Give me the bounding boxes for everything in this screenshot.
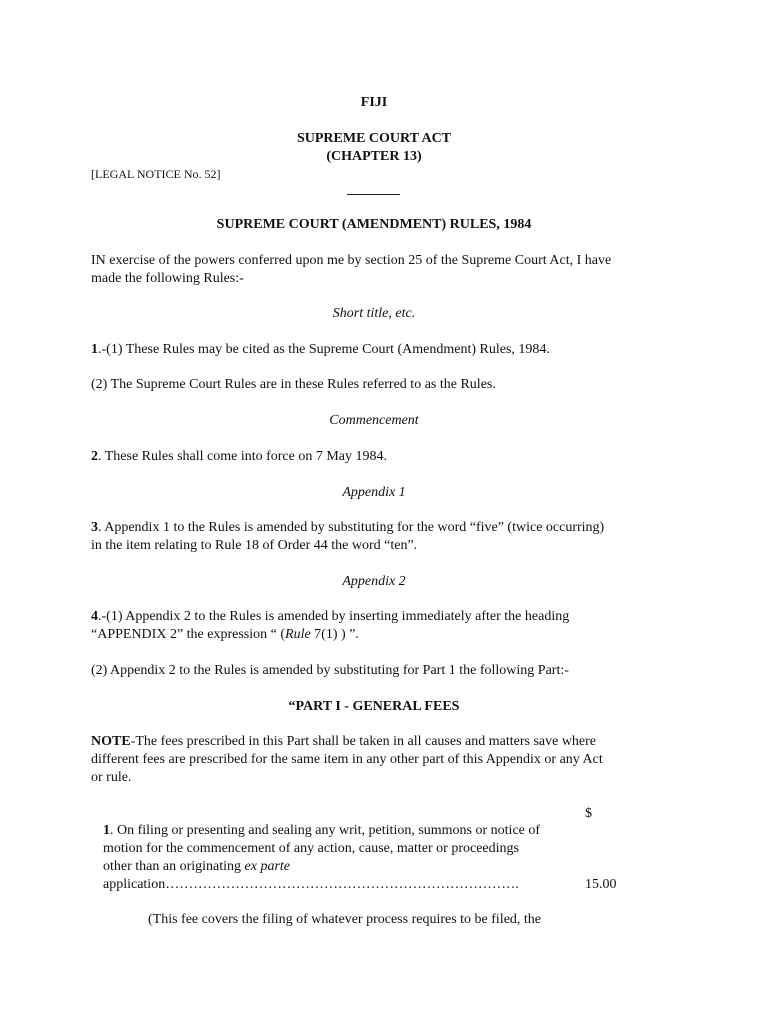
note-text-1: -The fees prescribed in this Part shall be taken in all causes and matters save where — [130, 734, 597, 749]
rule-4-line-2-b: 7(1) ) ”. — [310, 627, 359, 642]
rule-4-line-1 — [91, 608, 661, 626]
rule-3-line-2: in the item relating to Rule 18 of Order 44 the word “ten”. — [91, 538, 418, 553]
rule-1-text: .-(1) These Rules may be cited as the Supreme Court (Amendment) Rules, 1984. — [98, 342, 550, 357]
rule-2 — [91, 448, 661, 466]
rule-2-text: . These Rules shall come into force on 7 May 1984. — [98, 449, 388, 464]
preamble-line-1: IN exercise of the powers conferred upon me by section 25 of the Supreme Court Act, I have — [91, 253, 612, 268]
note-line-3: or rule. — [91, 770, 132, 785]
part-1-heading: “PART I - GENERAL FEES — [288, 699, 460, 714]
item-1-line-4: application…………………………………………………………………. — [103, 877, 519, 892]
note-line-2: different fees are prescribed for the same item in any other part of this Appendix or any Act — [91, 752, 603, 767]
appendix-1-heading: Appendix 1 — [342, 485, 406, 500]
item-1-line-1 — [103, 822, 583, 840]
item-1-line-3-a: other than an originating — [103, 859, 245, 874]
rule-4-line-2 — [91, 626, 661, 644]
item-1-ex-parte: ex parte — [244, 859, 291, 874]
separator-line — [347, 194, 400, 195]
item-1-text: . On filing or presenting and sealing any writ, petition, summons or notice of — [110, 823, 541, 838]
rule-4-2: (2) Appendix 2 to the Rules is amended by substituting for Part 1 the following Part:- — [91, 663, 569, 678]
rule-4-line-2-a: “APPENDIX 2” the expression “ ( — [91, 627, 286, 642]
rule-3-line-1 — [91, 519, 691, 537]
item-1-line-3 — [103, 858, 583, 876]
rules-title: SUPREME COURT (AMENDMENT) RULES, 1984 — [216, 217, 532, 232]
rule-1-2: (2) The Supreme Court Rules are in these Rules referred to as the Rules. — [91, 377, 496, 392]
short-title-heading: Short title, etc. — [332, 306, 416, 321]
legal-notice: [LEGAL NOTICE No. 52] — [91, 167, 221, 181]
appendix-2-heading: Appendix 2 — [342, 574, 406, 589]
rule-4-rule-word: Rule — [285, 627, 311, 642]
rule-4-number: 4 — [91, 609, 98, 624]
rule-3-text: . Appendix 1 to the Rules is amended by substituting for the word “five” (twice occurring) — [98, 520, 605, 535]
item-1-line-2: motion for the commencement of any action, cause, matter or proceedings — [103, 841, 519, 856]
note-label: NOTE — [91, 734, 131, 749]
rule-1-number: 1 — [91, 342, 98, 357]
chapter-heading: (CHAPTER 13) — [326, 149, 422, 164]
rule-2-number: 2 — [91, 449, 98, 464]
country-heading: FIJI — [360, 95, 388, 110]
item-1-number: 1 — [103, 823, 110, 838]
act-title: SUPREME COURT ACT — [296, 131, 452, 146]
preamble-line-2: made the following Rules:- — [91, 271, 244, 286]
item-1-fee: 15.00 — [585, 877, 617, 892]
rule-1 — [91, 341, 661, 359]
item-1-note: (This fee covers the filing of whatever process requires to be filed, the — [148, 912, 542, 927]
rule-3-number: 3 — [91, 520, 98, 535]
rule-4-text: .-(1) Appendix 2 to the Rules is amended by inserting immediately after the heading — [98, 609, 570, 624]
currency-symbol: $ — [585, 806, 592, 821]
commencement-heading: Commencement — [329, 413, 419, 428]
note-line-1 — [91, 733, 661, 751]
